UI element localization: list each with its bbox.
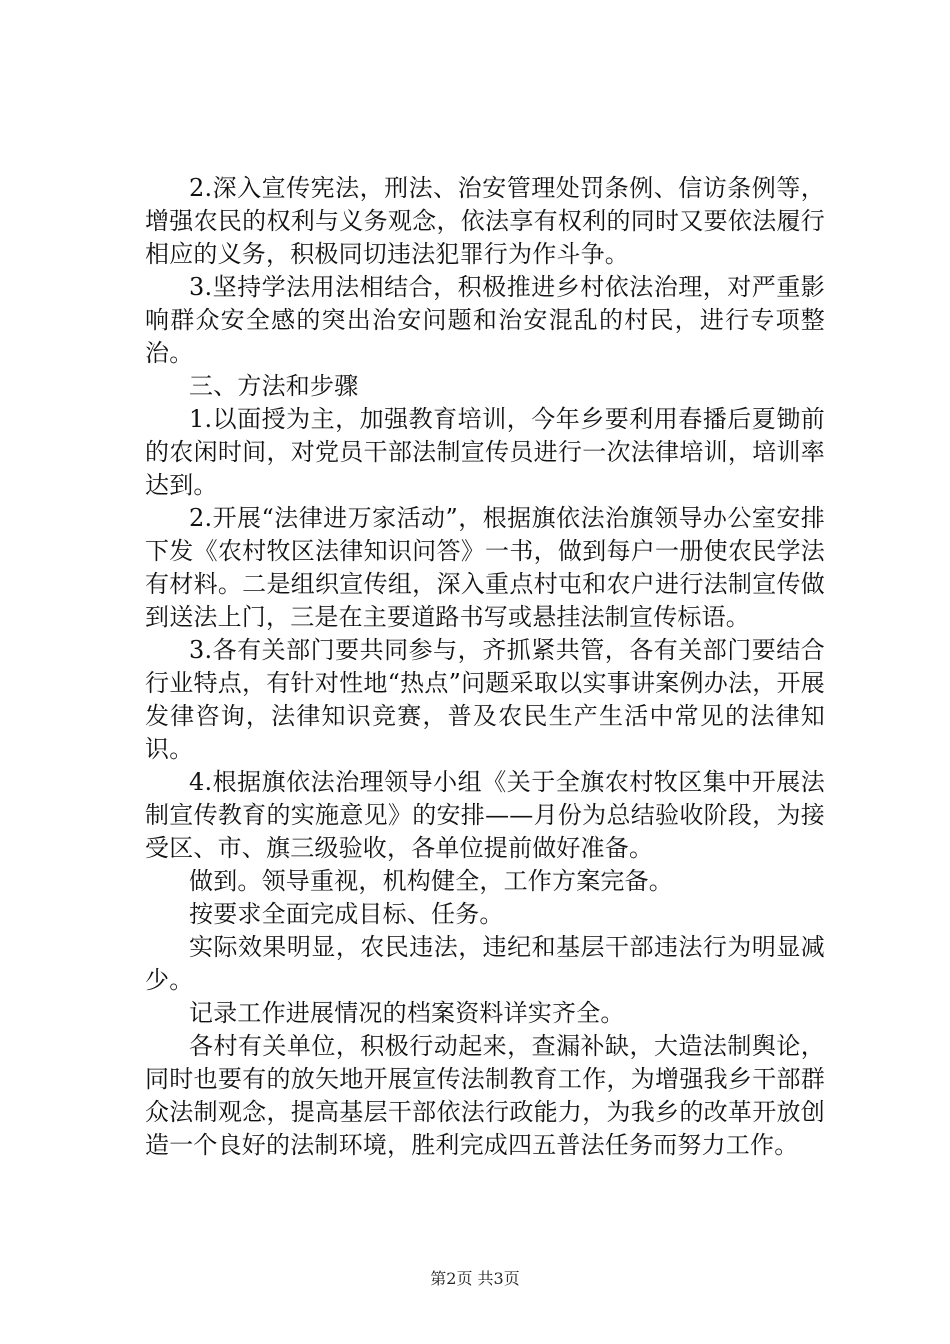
paragraph-closing: 各村有关单位，积极行动起来，查漏补缺，大造法制舆论，同时也要有的放矢地开展宣传法制教育工作，为增强我乡干部群众法制观念，提高基层干部依法行政能力，为我乡的改革开放创造一个良好的法制环境，胜利完成四五普法任务而努力工作。 — [145, 1032, 825, 1159]
paragraph-requirement-archives: 记录工作进展情况的档案资料详实齐全。 — [189, 999, 625, 1027]
paragraph-requirement-leadership: 做到。领导重视，机构健全，工作方案完备。 — [189, 867, 673, 895]
section-heading-methods-steps: 三、方法和步骤 — [189, 372, 359, 400]
paragraph-step-1-training: 1.以面授为主，加强教育培训，今年乡要利用春播后夏锄前的农闲时间，对党员干部法制宣传员进行一次法律培训，培训率达到。 — [145, 405, 825, 499]
paragraph-step-2-campaign: 2.开展“法律进万家活动”，根据旗依法治旗领导办公室安排下发《农村牧区法律知识问答》一书，做到每户一册使农民学法有材料。二是组织宣传组，深入重点村屯和农户进行法制宣传做到送法上门，三是在主要道路书写或悬挂法制宣传标语。 — [145, 504, 825, 631]
paragraph-item-2-publicity: 2.深入宣传宪法，刑法、治安管理处罚条例、信访条例等，增强农民的权利与义务观念，依法享有权利的同时又要依法履行相应的义务，积极同切违法犯罪行为作斗争。 — [145, 174, 825, 268]
paragraph-requirement-targets: 按要求全面完成目标、任务。 — [189, 900, 504, 928]
paragraph-step-3-departments: 3.各有关部门要共同参与，齐抓紧共管，各有关部门要结合行业特点，有针对性地“热点”问题采取以实事讲案例办法，开展发律咨询，法律知识竞赛，普及农民生产生活中常见的法律知识。 — [145, 636, 825, 763]
paragraph-item-3-law-governance: 3.坚持学法用法相结合，积极推进乡村依法治理，对严重影响群众安全感的突出治安问题和治安混乱的村民，进行专项整治。 — [145, 273, 825, 367]
document-body — [145, 172, 825, 1162]
paragraph-step-4-acceptance: 4.根据旗依法治理领导小组《关于全旗农村牧区集中开展法制宣传教育的实施意见》的安排——月份为总结验收阶段，为接受区、市、旗三级验收，各单位提前做好准备。 — [145, 768, 825, 862]
paragraph-requirement-effects: 实际效果明显，农民违法，违纪和基层干部违法行为明显减少。 — [145, 933, 825, 994]
page-number-footer: 第2页 共3页 — [430, 1269, 520, 1288]
